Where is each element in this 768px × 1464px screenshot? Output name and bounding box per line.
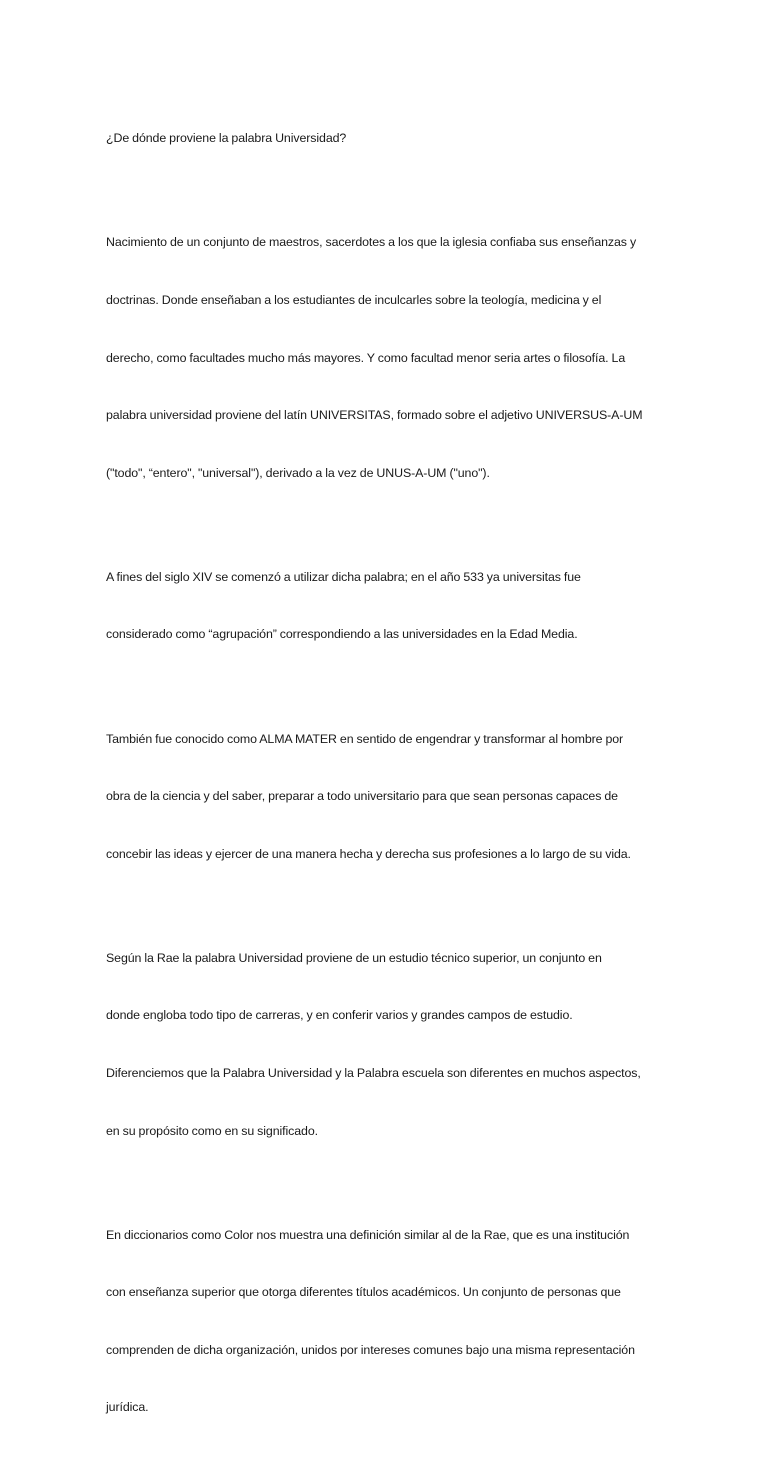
paragraph-line: donde engloba todo tipo de carreras, y en conferir varios y grandes campos de estudio. bbox=[106, 1008, 573, 1023]
paragraph-line: concebir las ideas y ejercer de una manera hecha y derecha sus profesiones a lo largo de su vida. bbox=[106, 846, 631, 861]
paragraph-line: Según la Rae la palabra Universidad proviene de un estudio técnico superior, un conjunto en bbox=[106, 950, 602, 965]
paragraph-line: ("todo", “entero", "universal"), derivado a la vez de UNUS-A-UM ("uno"). bbox=[106, 465, 490, 480]
paragraph-line: A fines del siglo XIV se comenzó a utilizar dicha palabra; en el año 533 ya universitas fue bbox=[106, 569, 581, 584]
paragraph-line: palabra universidad proviene del latín UNIVERSITAS, formado sobre el adjetivo UNIVERSUS-A-UM bbox=[106, 408, 643, 423]
paragraph-line: También fue conocido como ALMA MATER en sentido de engendrar y transformar al hombre por bbox=[106, 731, 624, 746]
paragraph-line: obra de la ciencia y del saber, preparar a todo universitario para que sean personas capaces de bbox=[106, 789, 618, 804]
paragraph-history bbox=[106, 529, 666, 683]
paragraph-line: Diferenciemos que la Palabra Universidad y la Palabra escuela son diferentes en muchos aspectos, bbox=[106, 1065, 641, 1080]
question-line: ¿De dónde proviene la palabra Universidad? bbox=[106, 131, 347, 146]
paragraph-origin bbox=[106, 195, 666, 521]
paragraph-line: doctrinas. Donde enseñaban a los estudiantes de inculcarles sobre la teología, medicina y el bbox=[106, 293, 602, 308]
paragraph-line: comprenden de dicha organización, unidos por intereses comunes bajo una misma representación bbox=[106, 1342, 635, 1357]
document-body bbox=[106, 91, 666, 1464]
paragraph-dictionary bbox=[106, 1187, 666, 1456]
paragraph-line: con enseñanza superior que otorga diferentes títulos académicos. Un conjunto de personas que bbox=[106, 1285, 621, 1300]
paragraph-rae bbox=[106, 910, 666, 1179]
paragraph-alma-mater bbox=[106, 691, 666, 902]
paragraph-line: considerado como “agrupación” correspondiendo a las universidades en la Edad Media. bbox=[106, 627, 578, 642]
paragraph-line: Nacimiento de un conjunto de maestros, sacerdotes a los que la iglesia confiaba sus enseñanzas y bbox=[106, 235, 637, 250]
paragraph-line: jurídica. bbox=[106, 1400, 149, 1415]
paragraph-line: derecho, como facultades mucho más mayores. Y como facultad menor seria artes o filosofía. La bbox=[106, 350, 626, 365]
document-question bbox=[106, 91, 666, 187]
paragraph-line: En diccionarios como Color nos muestra una definición similar al de la Rae, que es una institución bbox=[106, 1227, 630, 1242]
paragraph-line: en su propósito como en su significado. bbox=[106, 1123, 318, 1138]
